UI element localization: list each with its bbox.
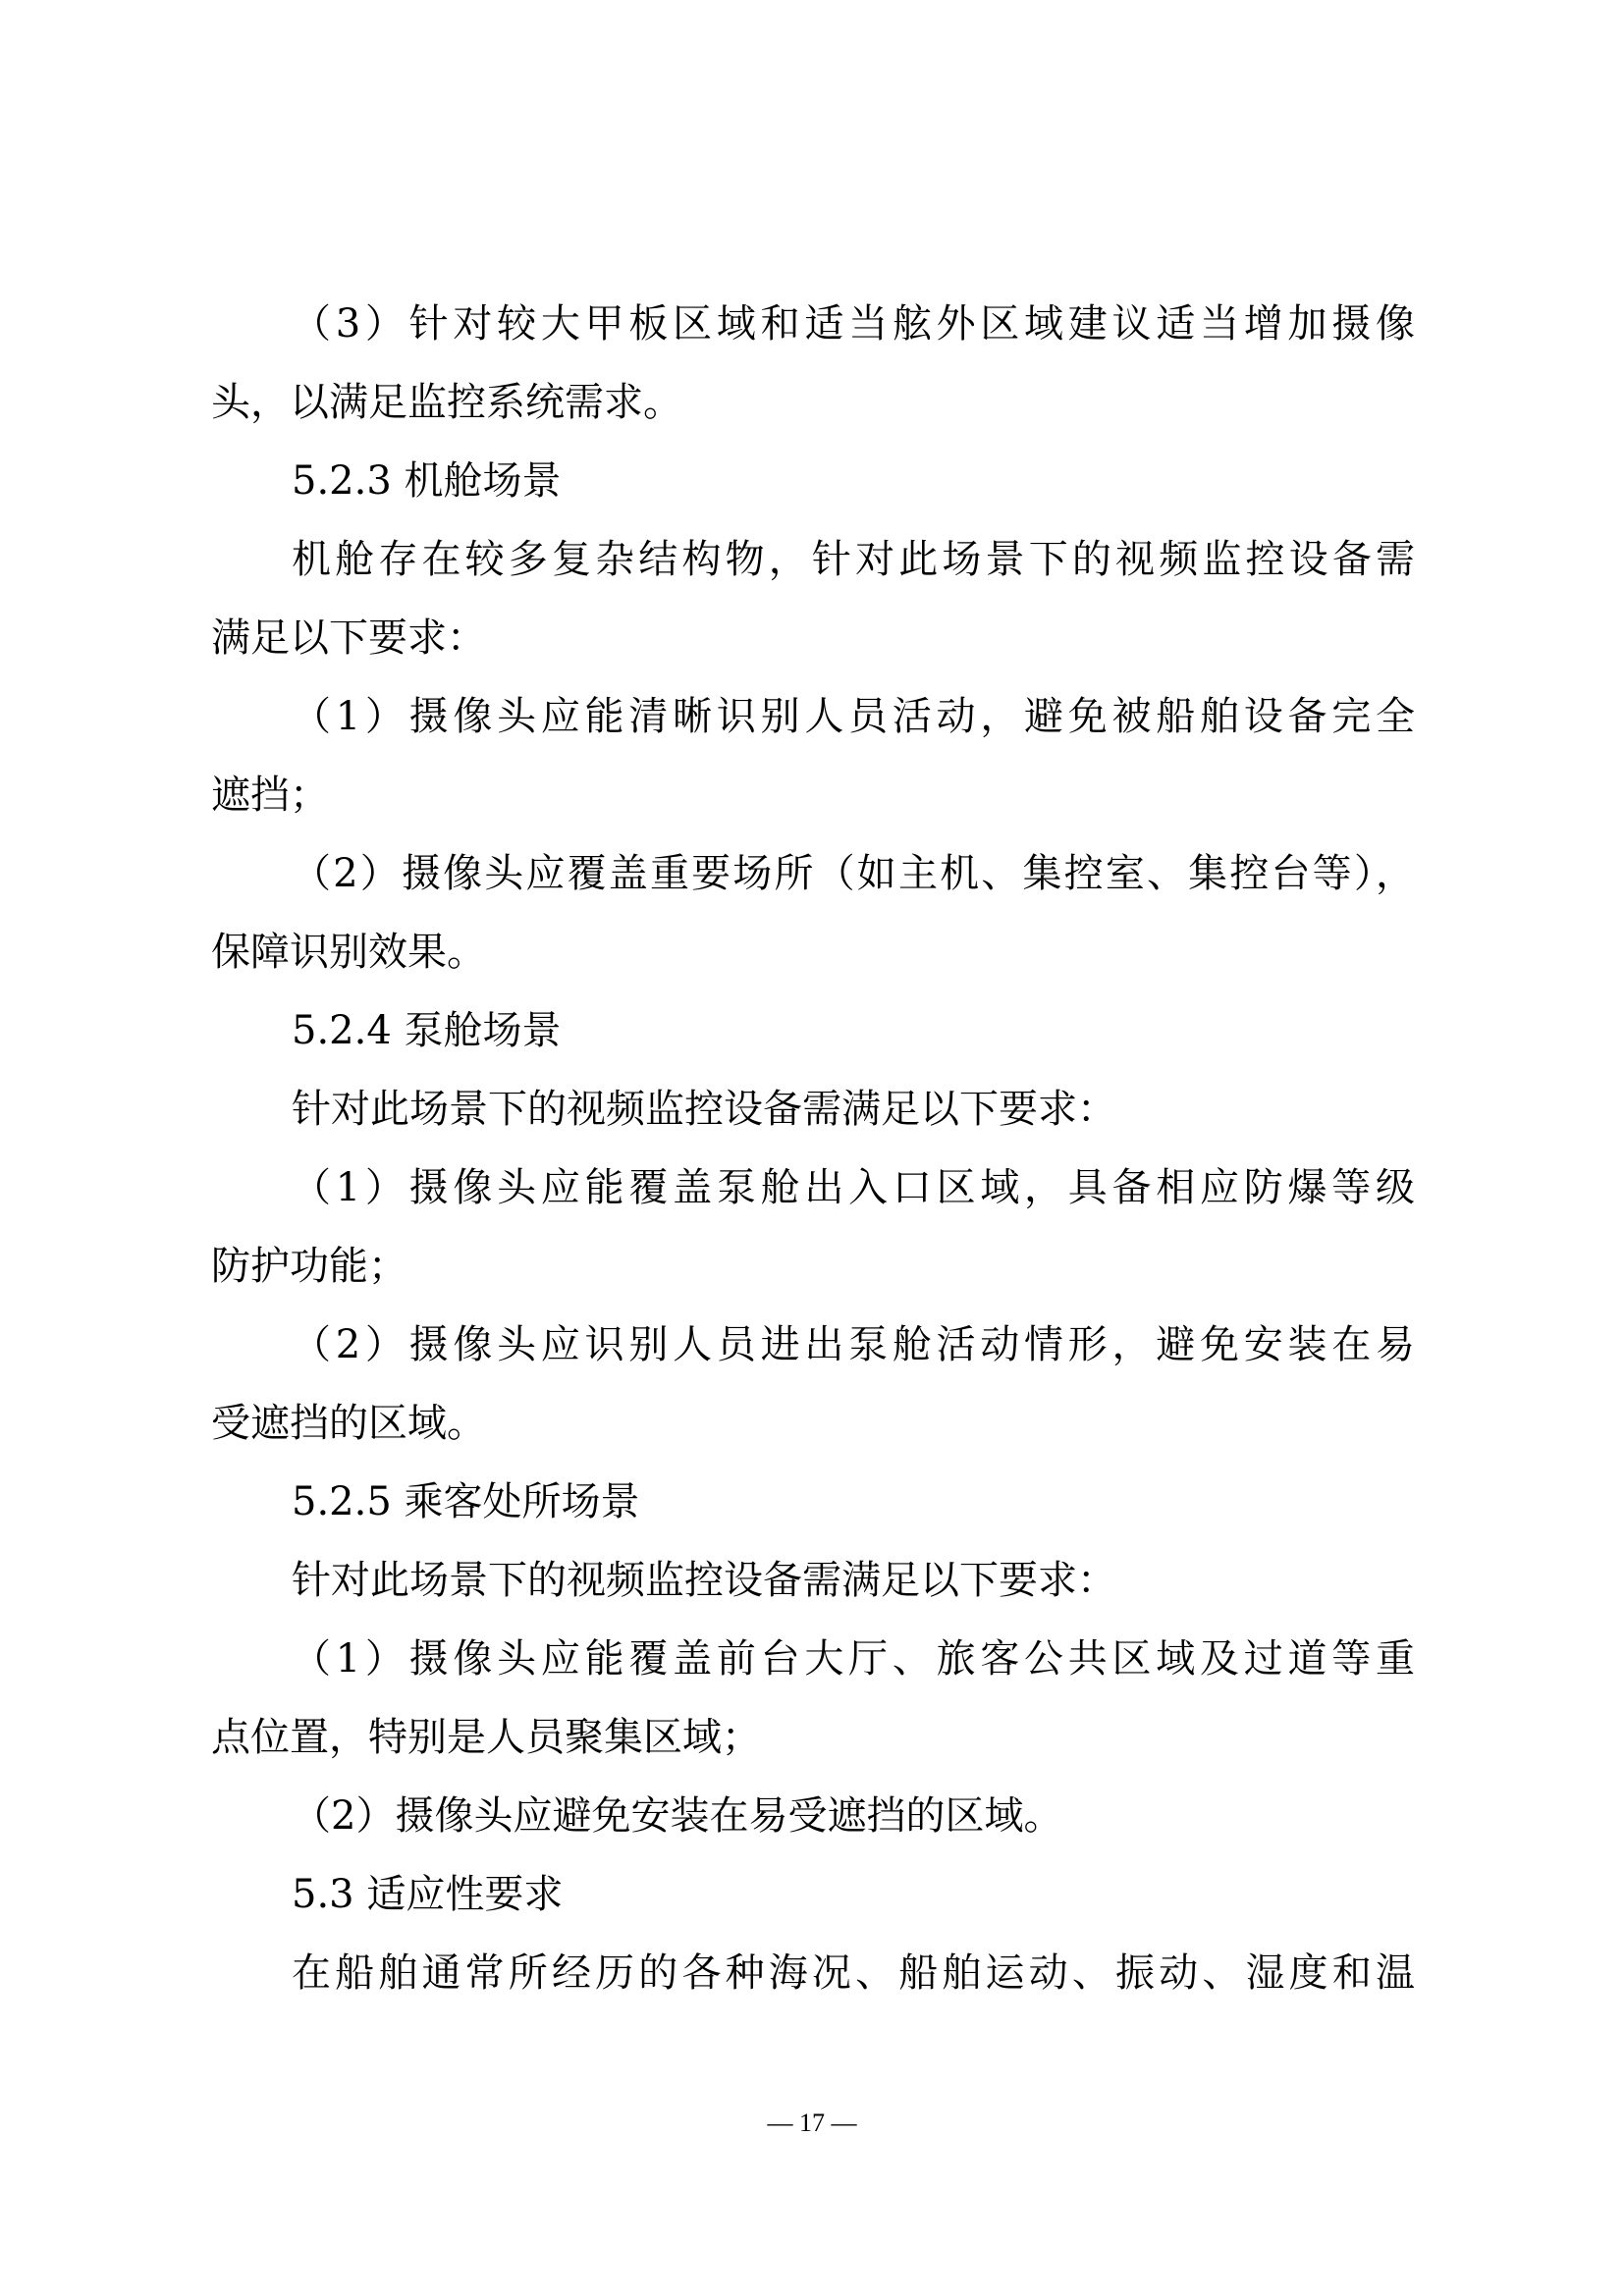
paragraph-line: （2）摄像头应避免安装在易受遮挡的区域。 (292, 1793, 1063, 1839)
paragraph-line: 针对此场景下的视频监控设备需满足以下要求： (292, 1558, 1116, 1603)
paragraph-line: 点位置，特别是人员聚集区域； (211, 1715, 761, 1760)
paragraph-line: （3）针对较大甲板区域和适当舷外区域建议适当增加摄像 (292, 301, 1415, 347)
paragraph-line: 机舱存在较多复杂结构物，针对此场景下的视频监控设备需 (292, 537, 1415, 582)
paragraph-line: 受遮挡的区域。 (211, 1401, 486, 1446)
section-heading-5-2-5: 5.2.5 乘客处所场景 (292, 1479, 640, 1524)
paragraph-line: 遮挡； (211, 773, 329, 818)
paragraph-line: （1）摄像头应能清晰识别人员活动，避免被船舶设备完全 (292, 694, 1415, 739)
paragraph-line: 保障识别效果。 (211, 930, 486, 975)
paragraph-line: （2）摄像头应识别人员进出泵舱活动情形，避免安装在易 (292, 1322, 1415, 1367)
paragraph-line: （2）摄像头应覆盖重要场所（如主机、集控室、集控台等）， (292, 851, 1415, 896)
section-heading-5-3: 5.3 适应性要求 (292, 1872, 564, 1917)
paragraph-line: （1）摄像头应能覆盖泵舱出入口区域，具备相应防爆等级 (292, 1165, 1415, 1210)
section-heading-5-2-3: 5.2.3 机舱场景 (292, 458, 562, 504)
paragraph-line: 在船舶通常所经历的各种海况、船舶运动、振动、湿度和温 (292, 1950, 1415, 1996)
paragraph-line: （1）摄像头应能覆盖前台大厅、旅客公共区域及过道等重 (292, 1636, 1415, 1682)
page-number: — 17 — (767, 2109, 857, 2137)
paragraph-line: 防护功能； (211, 1244, 407, 1289)
paragraph-line: 针对此场景下的视频监控设备需满足以下要求： (292, 1087, 1116, 1132)
section-heading-5-2-4: 5.2.4 泵舱场景 (292, 1008, 562, 1053)
paragraph-line: 头，以满足监控系统需求。 (211, 380, 682, 425)
paragraph-line: 满足以下要求： (211, 615, 486, 661)
